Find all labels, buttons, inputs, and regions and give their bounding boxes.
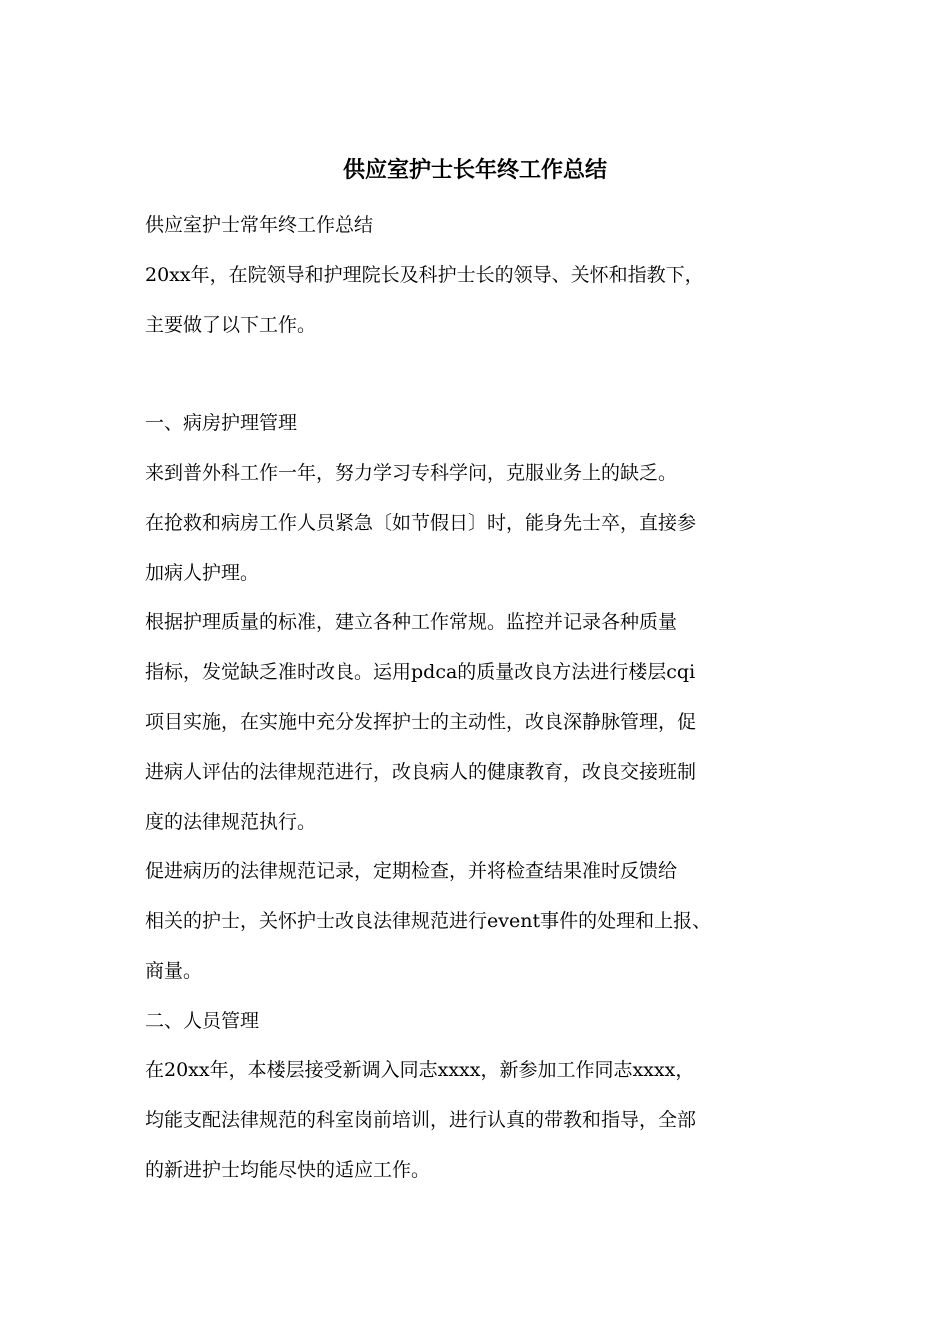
text-line: 相关的护士，关怀护士改良法律规范进行event事件的处理和上报、 bbox=[145, 910, 712, 932]
text-line: 促进病历的法律规范记录，定期检查，并将检查结果准时反馈给 bbox=[145, 860, 678, 882]
text-line: 项目实施，在实施中充分发挥护士的主动性，改良深静脉管理，促 bbox=[145, 711, 697, 733]
section-heading: 一、病房护理管理 bbox=[145, 412, 298, 434]
text-line: 度的法律规范执行。 bbox=[145, 811, 317, 833]
text-line: 来到普外科工作一年，努力学习专科学问，克服业务上的缺乏。 bbox=[145, 462, 678, 484]
text-line: 商量。 bbox=[145, 960, 203, 982]
document-title: 供应室护士长年终工作总结 bbox=[342, 157, 607, 183]
text-line: 进病人评估的法律规范进行，改良病人的健康教育，改良交接班制 bbox=[145, 761, 697, 783]
text-line: 的新进护士均能尽快的适应工作。 bbox=[145, 1159, 431, 1181]
text-line: 在抢救和病房工作人员紧急〔如节假日〕时，能身先士卒，直接参 bbox=[145, 512, 697, 534]
section-heading: 二、人员管理 bbox=[145, 1010, 260, 1032]
text-line: 在20xx年，本楼层接受新调入同志xxxx，新参加工作同志xxxx， bbox=[145, 1059, 695, 1081]
text-line: 加病人护理。 bbox=[145, 562, 260, 584]
text-line: 根据护理质量的标准，建立各种工作常规。监控并记录各种质量 bbox=[145, 611, 678, 633]
text-line: 20xx年，在院领导和护理院长及科护士长的领导、关怀和指教下， bbox=[145, 264, 704, 286]
text-line: 均能支配法律规范的科室岗前培训，进行认真的带教和指导，全部 bbox=[145, 1109, 697, 1131]
subtitle-line: 供应室护士常年终工作总结 bbox=[145, 214, 374, 236]
text-line: 主要做了以下工作。 bbox=[145, 314, 317, 336]
text-line: 指标，发觉缺乏准时改良。运用pdca的质量改良方法进行楼层cqi bbox=[145, 661, 696, 683]
